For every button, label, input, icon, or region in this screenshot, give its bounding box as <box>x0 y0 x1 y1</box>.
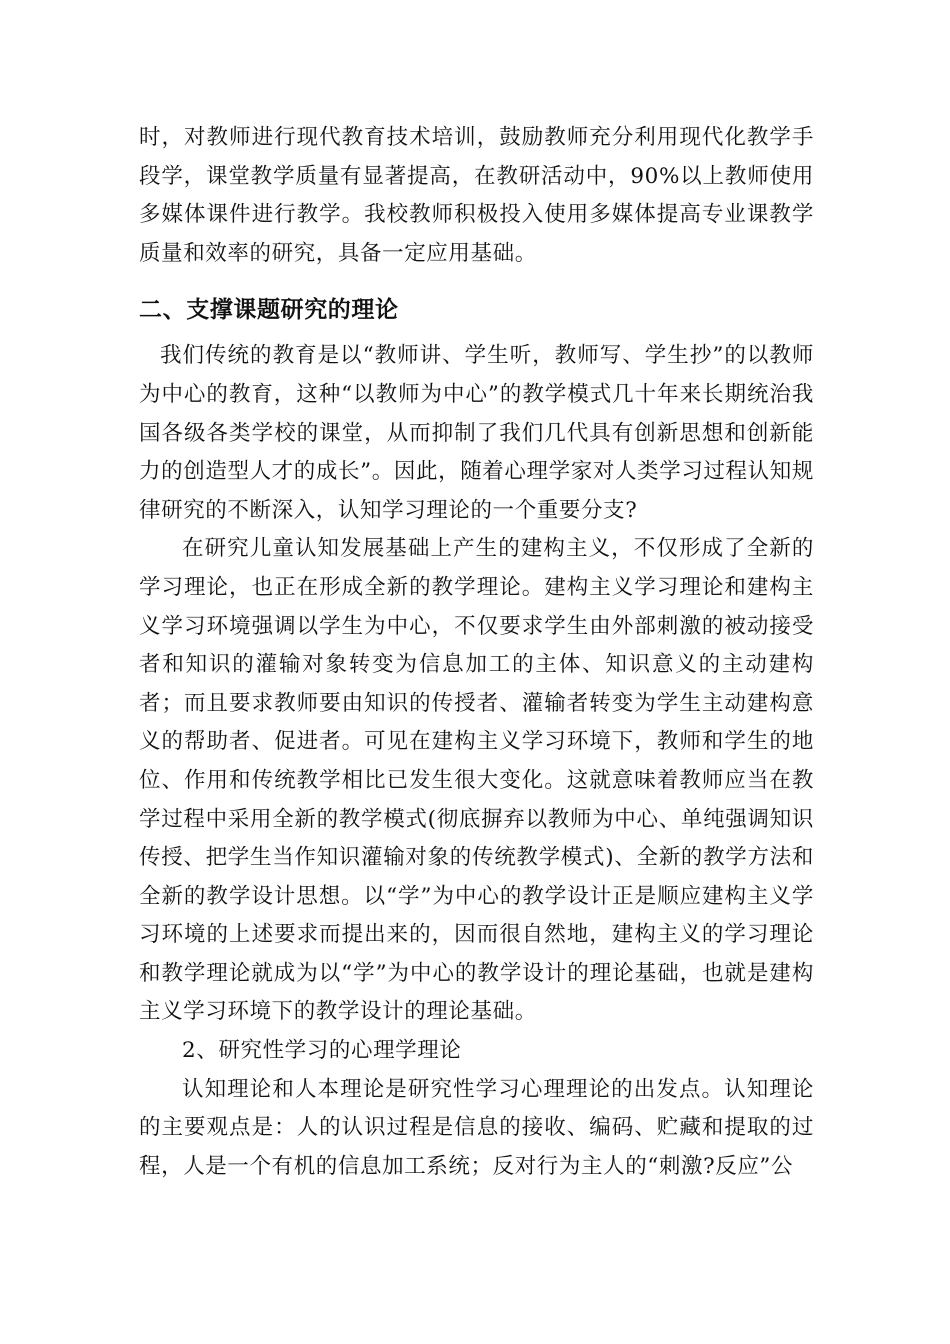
section-heading-theory: 二、支撑课题研究的理论 <box>139 297 399 324</box>
paragraph-cognitive-theory: 认知理论和人本理论是研究性学习心理理论的出发点。认知理论的主要观点是：人的认识过程是信息的接收、编码、贮藏和提取的过程，人是一个有机的信息加工系统；反对行为主人的“刺激?反应”公 <box>139 1076 814 1179</box>
subheading-psychology-theory: 2、研究性学习的心理学理论 <box>182 1038 462 1064</box>
paragraph-constructivism: 在研究儿童认知发展基础上产生的建构主义，不仅形成了全新的学习理论，也正在形成全新的教学理论。建构主义学习理论和建构主义学习环境强调以学生为中心，不仅要求学生由外部刺激的被动接受者和知识的灌输对象转变为信息加工的主体、知识意义的主动建构者；而且要求教师要由知识的传授者、灌输者转变为学生主动建构意义的帮助者、促进者。可见在建构主义学习环境下，教师和学生的地位、作用和传统教学相比已发生很大变化。这就意味着教师应当在教学过程中采用全新的教学模式(彻底摒弃以教师为中心、单纯强调知识传授、把学生当作知识灌输对象的传统教学模式)、全新的教学方法和全新的教学设计思想。以“学”为中心的教学设计正是顺应建构主义学习环境的上述要求而提出来的，因而很自然地，建构主义的学习理论和教学理论就成为以“学”为中心的教学设计的理论基础，也就是建构主义学习环境下的教学设计的理论基础。 <box>139 536 814 1025</box>
paragraph-traditional-education: 我们传统的教育是以“教师讲、学生听，教师写、学生抄”的以教师为中心的教育，这种“以教师为中心”的教学模式几十年来长期统治我国各级各类学校的课堂，从而抑制了我们几代具有创新思想和创新能力的创造型人才的成长”。因此，随着心理学家对人类学习过程认知规律研究的不断深入，认知学习理论的一个重要分支? <box>139 343 814 523</box>
paragraph-intro: 时，对教师进行现代教育技术培训，鼓励教师充分利用现代化教学手段学，课堂教学质量有显著提高，在教研活动中，90%以上教师使用多媒体课件进行教学。我校教师积极投入使用多媒体提高专业课教学质量和效率的研究，具备一定应用基础。 <box>139 125 814 266</box>
document-body <box>139 119 814 1186</box>
